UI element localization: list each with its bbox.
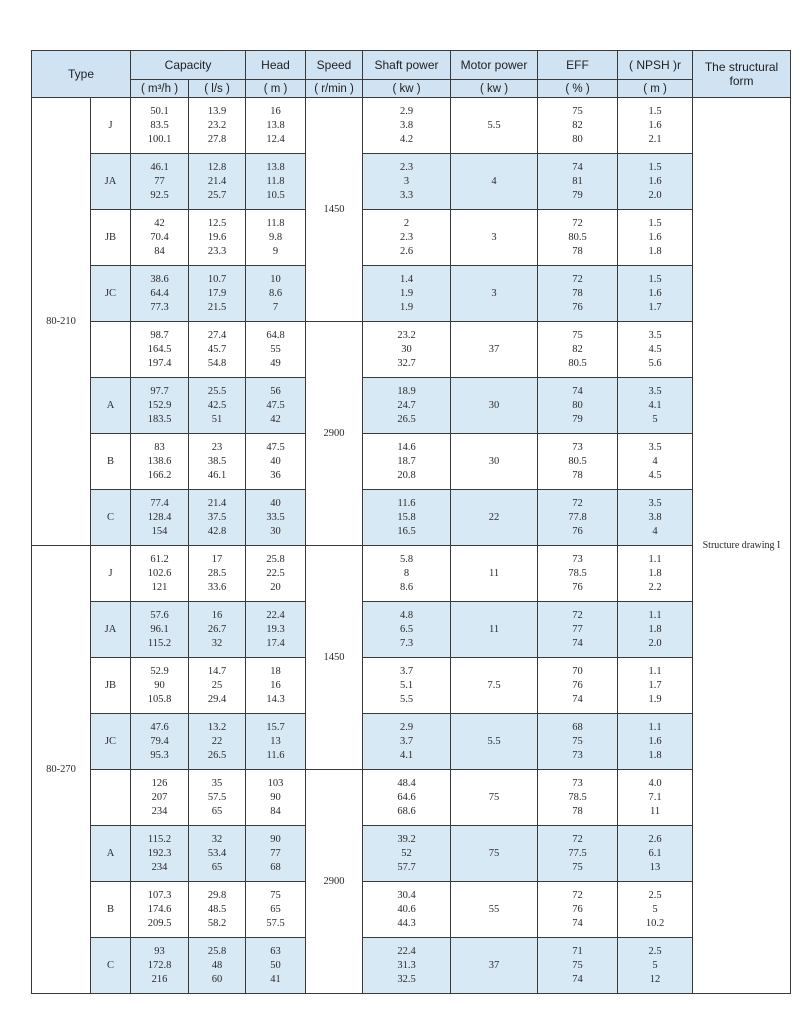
table-row (32, 602, 791, 658)
variant-cell: A (91, 378, 131, 434)
capacity-m3h-cell: 47.6 79.4 95.3 (131, 714, 189, 770)
capacity-ls-cell: 12.8 21.4 25.7 (189, 154, 246, 210)
eff-cell: 71 75 74 (538, 938, 618, 994)
shaft-power-cell: 2 2.3 2.6 (363, 210, 451, 266)
variant-cell: J (91, 98, 131, 154)
header-eff: EFF (538, 51, 618, 80)
capacity-ls-cell: 25.5 42.5 51 (189, 378, 246, 434)
variant-cell (91, 322, 131, 378)
eff-cell: 72 76 74 (538, 882, 618, 938)
head-cell: 15.7 13 11.6 (246, 714, 306, 770)
table-row (32, 154, 791, 210)
unit-motor-power: ( kw ) (451, 80, 538, 98)
capacity-m3h-cell: 50.1 83.5 100.1 (131, 98, 189, 154)
table-row (32, 770, 791, 826)
header-structural-form: The structural form (693, 51, 791, 98)
table-row (32, 882, 791, 938)
eff-cell: 72 77 74 (538, 602, 618, 658)
variant-cell: JB (91, 210, 131, 266)
motor-power-cell: 22 (451, 490, 538, 546)
npsh-cell: 1.5 1.6 1.8 (618, 210, 693, 266)
motor-power-cell: 4 (451, 154, 538, 210)
head-cell: 11.8 9.8 9 (246, 210, 306, 266)
eff-cell: 74 80 79 (538, 378, 618, 434)
npsh-cell: 3.5 4.5 5.6 (618, 322, 693, 378)
shaft-power-cell: 30.4 40.6 44.3 (363, 882, 451, 938)
table-body (32, 98, 791, 994)
shaft-power-cell: 3.7 5.1 5.5 (363, 658, 451, 714)
variant-cell (91, 770, 131, 826)
capacity-ls-cell: 21.4 37.5 42.8 (189, 490, 246, 546)
npsh-cell: 3.5 3.8 4 (618, 490, 693, 546)
table-row (32, 826, 791, 882)
eff-cell: 72 77.5 75 (538, 826, 618, 882)
variant-cell: C (91, 938, 131, 994)
head-cell: 64.8 55 49 (246, 322, 306, 378)
head-cell: 10 8.6 7 (246, 266, 306, 322)
header-npsh: ( NPSH )r (618, 51, 693, 80)
npsh-cell: 1.1 1.8 2.2 (618, 546, 693, 602)
motor-power-cell: 30 (451, 378, 538, 434)
capacity-m3h-cell: 52.9 90 105.8 (131, 658, 189, 714)
eff-cell: 75 82 80 (538, 98, 618, 154)
head-cell: 63 50 41 (246, 938, 306, 994)
capacity-ls-cell: 17 28.5 33.6 (189, 546, 246, 602)
unit-head: ( m ) (246, 80, 306, 98)
eff-cell: 73 78.5 76 (538, 546, 618, 602)
eff-cell: 72 77.8 76 (538, 490, 618, 546)
pump-performance-table (31, 50, 791, 994)
eff-cell: 68 75 73 (538, 714, 618, 770)
capacity-ls-cell: 13.9 23.2 27.8 (189, 98, 246, 154)
head-cell: 90 77 68 (246, 826, 306, 882)
unit-m3h: ( m³/h ) (131, 80, 189, 98)
variant-cell: JA (91, 602, 131, 658)
variant-cell: B (91, 434, 131, 490)
head-cell: 75 65 57.5 (246, 882, 306, 938)
variant-cell: JA (91, 154, 131, 210)
eff-cell: 70 76 74 (538, 658, 618, 714)
table-row (32, 546, 791, 602)
head-cell: 18 16 14.3 (246, 658, 306, 714)
npsh-cell: 2.6 6.1 13 (618, 826, 693, 882)
variant-cell: JC (91, 714, 131, 770)
table-row (32, 266, 791, 322)
variant-cell: JB (91, 658, 131, 714)
capacity-m3h-cell: 97.7 152.9 183.5 (131, 378, 189, 434)
capacity-m3h-cell: 77.4 128.4 154 (131, 490, 189, 546)
table-row (32, 490, 791, 546)
capacity-m3h-cell: 61.2 102.6 121 (131, 546, 189, 602)
header-shaft-power: Shaft power (363, 51, 451, 80)
capacity-m3h-cell: 46.1 77 92.5 (131, 154, 189, 210)
capacity-m3h-cell: 93 172.8 216 (131, 938, 189, 994)
header-motor-power: Motor power (451, 51, 538, 80)
table-row (32, 210, 791, 266)
variant-cell: JC (91, 266, 131, 322)
shaft-power-cell: 39.2 52 57.7 (363, 826, 451, 882)
speed-cell: 2900 (306, 770, 363, 994)
capacity-m3h-cell: 38.6 64.4 77.3 (131, 266, 189, 322)
shaft-power-cell: 2.9 3.7 4.1 (363, 714, 451, 770)
shaft-power-cell: 23.2 30 32.7 (363, 322, 451, 378)
shaft-power-cell: 5.8 8 8.6 (363, 546, 451, 602)
shaft-power-cell: 18.9 24.7 26.5 (363, 378, 451, 434)
shaft-power-cell: 2.3 3 3.3 (363, 154, 451, 210)
head-cell: 13.8 11.8 10.5 (246, 154, 306, 210)
capacity-ls-cell: 29.8 48.5 58.2 (189, 882, 246, 938)
npsh-cell: 3.5 4.1 5 (618, 378, 693, 434)
shaft-power-cell: 4.8 6.5 7.3 (363, 602, 451, 658)
variant-cell: J (91, 546, 131, 602)
eff-cell: 75 82 80.5 (538, 322, 618, 378)
capacity-ls-cell: 10.7 17.9 21.5 (189, 266, 246, 322)
unit-shaft-power: ( kw ) (363, 80, 451, 98)
unit-ls: ( l/s ) (189, 80, 246, 98)
npsh-cell: 1.1 1.8 2.0 (618, 602, 693, 658)
capacity-ls-cell: 25.8 48 60 (189, 938, 246, 994)
capacity-m3h-cell: 126 207 234 (131, 770, 189, 826)
motor-power-cell: 37 (451, 938, 538, 994)
head-cell: 56 47.5 42 (246, 378, 306, 434)
speed-cell: 2900 (306, 322, 363, 546)
shaft-power-cell: 11.6 15.8 16.5 (363, 490, 451, 546)
capacity-ls-cell: 13.2 22 26.5 (189, 714, 246, 770)
head-cell: 47.5 40 36 (246, 434, 306, 490)
eff-cell: 73 78.5 78 (538, 770, 618, 826)
capacity-ls-cell: 35 57.5 65 (189, 770, 246, 826)
unit-eff: ( % ) (538, 80, 618, 98)
npsh-cell: 4.0 7.1 11 (618, 770, 693, 826)
npsh-cell: 2.5 5 10.2 (618, 882, 693, 938)
npsh-cell: 1.1 1.7 1.9 (618, 658, 693, 714)
motor-power-cell: 75 (451, 826, 538, 882)
capacity-ls-cell: 14.7 25 29.4 (189, 658, 246, 714)
capacity-m3h-cell: 107.3 174.6 209.5 (131, 882, 189, 938)
motor-power-cell: 11 (451, 602, 538, 658)
capacity-ls-cell: 32 53.4 65 (189, 826, 246, 882)
npsh-cell: 2.5 5 12 (618, 938, 693, 994)
motor-power-cell: 30 (451, 434, 538, 490)
motor-power-cell: 37 (451, 322, 538, 378)
model-cell: 80-270 (32, 546, 91, 994)
eff-cell: 72 78 76 (538, 266, 618, 322)
shaft-power-cell: 1.4 1.9 1.9 (363, 266, 451, 322)
motor-power-cell: 11 (451, 546, 538, 602)
head-cell: 103 90 84 (246, 770, 306, 826)
variant-cell: B (91, 882, 131, 938)
unit-speed: ( r/min ) (306, 80, 363, 98)
capacity-ls-cell: 16 26.7 32 (189, 602, 246, 658)
table-row (32, 378, 791, 434)
capacity-ls-cell: 23 38.5 46.1 (189, 434, 246, 490)
speed-cell: 1450 (306, 546, 363, 770)
shaft-power-cell: 2.9 3.8 4.2 (363, 98, 451, 154)
header-type: Type (32, 51, 131, 98)
head-cell: 40 33.5 30 (246, 490, 306, 546)
eff-cell: 73 80.5 78 (538, 434, 618, 490)
capacity-m3h-cell: 98.7 164.5 197.4 (131, 322, 189, 378)
npsh-cell: 3.5 4 4.5 (618, 434, 693, 490)
shaft-power-cell: 14.6 18.7 20.8 (363, 434, 451, 490)
unit-npsh: ( m ) (618, 80, 693, 98)
speed-cell: 1450 (306, 98, 363, 322)
motor-power-cell: 3 (451, 266, 538, 322)
table-row (32, 434, 791, 490)
structural-form-cell: Structure drawing I (693, 98, 791, 994)
head-cell: 25.8 22.5 20 (246, 546, 306, 602)
head-cell: 16 13.8 12.4 (246, 98, 306, 154)
header-speed: Speed (306, 51, 363, 80)
npsh-cell: 1.1 1.6 1.8 (618, 714, 693, 770)
table-row (32, 98, 791, 154)
motor-power-cell: 75 (451, 770, 538, 826)
capacity-m3h-cell: 115.2 192.3 234 (131, 826, 189, 882)
capacity-m3h-cell: 83 138.6 166.2 (131, 434, 189, 490)
head-cell: 22.4 19.3 17.4 (246, 602, 306, 658)
table-header (32, 51, 791, 98)
header-capacity: Capacity (131, 51, 246, 80)
capacity-m3h-cell: 57.6 96.1 115.2 (131, 602, 189, 658)
eff-cell: 74 81 79 (538, 154, 618, 210)
table-row (32, 714, 791, 770)
motor-power-cell: 7.5 (451, 658, 538, 714)
capacity-ls-cell: 27.4 45.7 54.8 (189, 322, 246, 378)
shaft-power-cell: 48.4 64.6 68.6 (363, 770, 451, 826)
capacity-m3h-cell: 42 70.4 84 (131, 210, 189, 266)
npsh-cell: 1.5 1.6 2.0 (618, 154, 693, 210)
eff-cell: 72 80.5 78 (538, 210, 618, 266)
variant-cell: C (91, 490, 131, 546)
motor-power-cell: 3 (451, 210, 538, 266)
npsh-cell: 1.5 1.6 2.1 (618, 98, 693, 154)
capacity-ls-cell: 12.5 19.6 23.3 (189, 210, 246, 266)
variant-cell: A (91, 826, 131, 882)
motor-power-cell: 5.5 (451, 98, 538, 154)
table-row (32, 322, 791, 378)
motor-power-cell: 55 (451, 882, 538, 938)
shaft-power-cell: 22.4 31.3 32.5 (363, 938, 451, 994)
npsh-cell: 1.5 1.6 1.7 (618, 266, 693, 322)
motor-power-cell: 5.5 (451, 714, 538, 770)
model-cell: 80-210 (32, 98, 91, 546)
header-head: Head (246, 51, 306, 80)
table-row (32, 938, 791, 994)
table-row (32, 658, 791, 714)
